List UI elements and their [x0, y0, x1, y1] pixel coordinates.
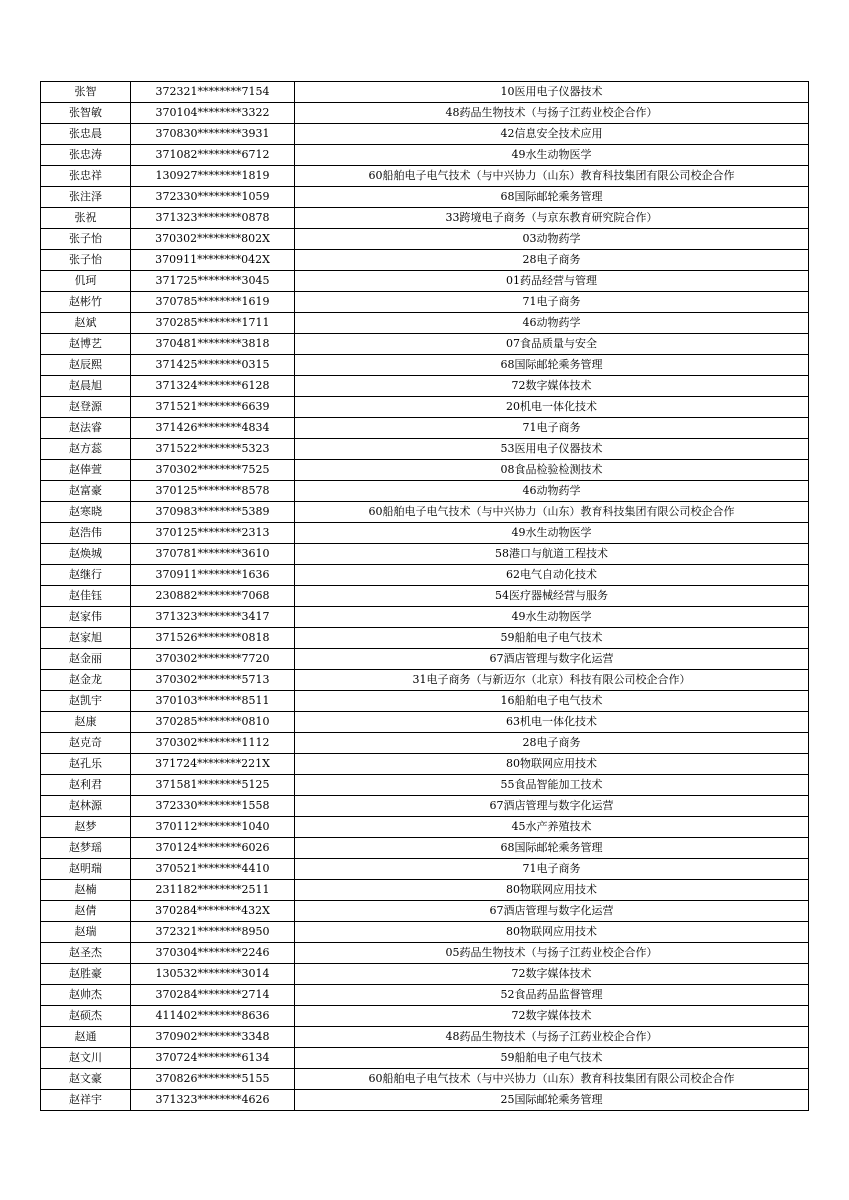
student-name-cell: 张祝 — [41, 208, 131, 229]
table-row — [41, 292, 809, 313]
major-cell: 05药品生物技术（与扬子江药业校企合作） — [295, 943, 809, 964]
table-row — [41, 649, 809, 670]
table-row — [41, 481, 809, 502]
table-row — [41, 229, 809, 250]
id-number-cell: 370830********3931 — [131, 124, 295, 145]
major-cell: 55食品智能加工技术 — [295, 775, 809, 796]
major-cell: 48药品生物技术（与扬子江药业校企合作） — [295, 103, 809, 124]
table-row — [41, 460, 809, 481]
student-name-cell: 张注泽 — [41, 187, 131, 208]
table-row — [41, 880, 809, 901]
student-name-cell: 赵克奇 — [41, 733, 131, 754]
table-row — [41, 1090, 809, 1111]
table-row — [41, 187, 809, 208]
table-row — [41, 313, 809, 334]
id-number-cell: 371725********3045 — [131, 271, 295, 292]
student-name-cell: 张子怡 — [41, 229, 131, 250]
id-number-cell: 370521********4410 — [131, 859, 295, 880]
table-row — [41, 901, 809, 922]
table-row — [41, 964, 809, 985]
student-name-cell: 赵胜豪 — [41, 964, 131, 985]
major-cell: 20机电一体化技术 — [295, 397, 809, 418]
id-number-cell: 371323********4626 — [131, 1090, 295, 1111]
id-number-cell: 130927********1819 — [131, 166, 295, 187]
major-cell: 80物联网应用技术 — [295, 754, 809, 775]
major-cell: 67酒店管理与数字化运营 — [295, 649, 809, 670]
student-name-cell: 张忠祥 — [41, 166, 131, 187]
id-number-cell: 370104********3322 — [131, 103, 295, 124]
table-row — [41, 754, 809, 775]
student-name-cell: 赵晨旭 — [41, 376, 131, 397]
major-cell: 53医用电子仪器技术 — [295, 439, 809, 460]
major-cell: 72数字媒体技术 — [295, 376, 809, 397]
table-row — [41, 859, 809, 880]
id-number-cell: 370785********1619 — [131, 292, 295, 313]
major-cell: 10医用电子仪器技术 — [295, 82, 809, 103]
id-number-cell: 371425********0315 — [131, 355, 295, 376]
major-cell: 08食品检验检测技术 — [295, 460, 809, 481]
student-name-cell: 赵孔乐 — [41, 754, 131, 775]
student-name-cell: 赵彬竹 — [41, 292, 131, 313]
roster-table — [40, 81, 809, 1111]
table-row — [41, 1006, 809, 1027]
major-cell: 59船舶电子电气技术 — [295, 1048, 809, 1069]
student-name-cell: 赵方蕊 — [41, 439, 131, 460]
table-row — [41, 838, 809, 859]
student-name-cell: 赵法睿 — [41, 418, 131, 439]
table-row — [41, 355, 809, 376]
id-number-cell: 370911********1636 — [131, 565, 295, 586]
id-number-cell: 372330********1059 — [131, 187, 295, 208]
table-row — [41, 817, 809, 838]
id-number-cell: 371426********4834 — [131, 418, 295, 439]
student-name-cell: 赵金丽 — [41, 649, 131, 670]
id-number-cell: 370983********5389 — [131, 502, 295, 523]
student-name-cell: 赵辰熙 — [41, 355, 131, 376]
major-cell: 59船舶电子电气技术 — [295, 628, 809, 649]
major-cell: 42信息安全技术应用 — [295, 124, 809, 145]
table-row — [41, 124, 809, 145]
major-cell: 49水生动物医学 — [295, 523, 809, 544]
id-number-cell: 370284********432X — [131, 901, 295, 922]
roster-body — [41, 82, 809, 1111]
student-name-cell: 赵金龙 — [41, 670, 131, 691]
student-name-cell: 赵康 — [41, 712, 131, 733]
id-number-cell: 370302********7720 — [131, 649, 295, 670]
id-number-cell: 370902********3348 — [131, 1027, 295, 1048]
major-cell: 07食品质量与安全 — [295, 334, 809, 355]
student-name-cell: 张忠晨 — [41, 124, 131, 145]
id-number-cell: 411402********8636 — [131, 1006, 295, 1027]
student-name-cell: 赵通 — [41, 1027, 131, 1048]
student-name-cell: 赵家旭 — [41, 628, 131, 649]
id-number-cell: 371581********5125 — [131, 775, 295, 796]
student-name-cell: 张智敏 — [41, 103, 131, 124]
major-cell: 52食品药品监督管理 — [295, 985, 809, 1006]
major-cell: 49水生动物医学 — [295, 607, 809, 628]
table-row — [41, 103, 809, 124]
major-cell: 03动物药学 — [295, 229, 809, 250]
table-row — [41, 922, 809, 943]
student-name-cell: 张忠涛 — [41, 145, 131, 166]
id-number-cell: 370302********802X — [131, 229, 295, 250]
id-number-cell: 370125********2313 — [131, 523, 295, 544]
table-row — [41, 670, 809, 691]
table-row — [41, 712, 809, 733]
major-cell: 60船舶电子电气技术（与中兴协力（山东）教育科技集团有限公司校企合作 — [295, 166, 809, 187]
table-row — [41, 82, 809, 103]
student-name-cell: 赵利君 — [41, 775, 131, 796]
major-cell: 68国际邮轮乘务管理 — [295, 838, 809, 859]
table-row — [41, 523, 809, 544]
student-name-cell: 赵帅杰 — [41, 985, 131, 1006]
student-name-cell: 赵梦瑶 — [41, 838, 131, 859]
table-row — [41, 334, 809, 355]
table-row — [41, 1069, 809, 1090]
table-row — [41, 271, 809, 292]
table-row — [41, 544, 809, 565]
table-row — [41, 439, 809, 460]
major-cell: 80物联网应用技术 — [295, 922, 809, 943]
major-cell: 25国际邮轮乘务管理 — [295, 1090, 809, 1111]
table-row — [41, 943, 809, 964]
student-name-cell: 赵文豪 — [41, 1069, 131, 1090]
table-row — [41, 607, 809, 628]
major-cell: 72数字媒体技术 — [295, 1006, 809, 1027]
student-name-cell: 张子怡 — [41, 250, 131, 271]
table-row — [41, 145, 809, 166]
student-name-cell: 赵博艺 — [41, 334, 131, 355]
id-number-cell: 370481********3818 — [131, 334, 295, 355]
student-name-cell: 赵斌 — [41, 313, 131, 334]
id-number-cell: 370911********042X — [131, 250, 295, 271]
student-name-cell: 赵浩伟 — [41, 523, 131, 544]
major-cell: 28电子商务 — [295, 733, 809, 754]
id-number-cell: 370285********0810 — [131, 712, 295, 733]
id-number-cell: 371724********221X — [131, 754, 295, 775]
id-number-cell: 130532********3014 — [131, 964, 295, 985]
id-number-cell: 371323********0878 — [131, 208, 295, 229]
student-name-cell: 仉珂 — [41, 271, 131, 292]
id-number-cell: 370103********8511 — [131, 691, 295, 712]
student-name-cell: 赵林源 — [41, 796, 131, 817]
id-number-cell: 370284********2714 — [131, 985, 295, 1006]
id-number-cell: 370724********6134 — [131, 1048, 295, 1069]
student-name-cell: 赵硕杰 — [41, 1006, 131, 1027]
id-number-cell: 370125********8578 — [131, 481, 295, 502]
major-cell: 48药品生物技术（与扬子江药业校企合作） — [295, 1027, 809, 1048]
student-name-cell: 赵焕城 — [41, 544, 131, 565]
id-number-cell: 370826********5155 — [131, 1069, 295, 1090]
id-number-cell: 231182********2511 — [131, 880, 295, 901]
student-name-cell: 赵凯宇 — [41, 691, 131, 712]
id-number-cell: 370781********3610 — [131, 544, 295, 565]
student-name-cell: 赵楠 — [41, 880, 131, 901]
major-cell: 72数字媒体技术 — [295, 964, 809, 985]
major-cell: 54医疗器械经营与服务 — [295, 586, 809, 607]
major-cell: 80物联网应用技术 — [295, 880, 809, 901]
id-number-cell: 370285********1711 — [131, 313, 295, 334]
major-cell: 60船舶电子电气技术（与中兴协力（山东）教育科技集团有限公司校企合作 — [295, 1069, 809, 1090]
student-name-cell: 赵倩 — [41, 901, 131, 922]
student-name-cell: 赵登源 — [41, 397, 131, 418]
student-name-cell: 赵俸萱 — [41, 460, 131, 481]
student-name-cell: 赵祥宇 — [41, 1090, 131, 1111]
table-row — [41, 376, 809, 397]
major-cell: 46动物药学 — [295, 313, 809, 334]
id-number-cell: 371324********6128 — [131, 376, 295, 397]
table-row — [41, 985, 809, 1006]
major-cell: 71电子商务 — [295, 292, 809, 313]
student-name-cell: 赵佳钰 — [41, 586, 131, 607]
table-row — [41, 691, 809, 712]
table-row — [41, 1027, 809, 1048]
id-number-cell: 370302********5713 — [131, 670, 295, 691]
major-cell: 31电子商务（与新迈尔（北京）科技有限公司校企合作） — [295, 670, 809, 691]
major-cell: 68国际邮轮乘务管理 — [295, 355, 809, 376]
student-name-cell: 张智 — [41, 82, 131, 103]
major-cell: 63机电一体化技术 — [295, 712, 809, 733]
table-row — [41, 208, 809, 229]
student-name-cell: 赵明瑞 — [41, 859, 131, 880]
table-row — [41, 166, 809, 187]
major-cell: 71电子商务 — [295, 418, 809, 439]
major-cell: 60船舶电子电气技术（与中兴协力（山东）教育科技集团有限公司校企合作 — [295, 502, 809, 523]
major-cell: 58港口与航道工程技术 — [295, 544, 809, 565]
major-cell: 71电子商务 — [295, 859, 809, 880]
major-cell: 28电子商务 — [295, 250, 809, 271]
student-name-cell: 赵瑞 — [41, 922, 131, 943]
major-cell: 45水产养殖技术 — [295, 817, 809, 838]
table-row — [41, 250, 809, 271]
student-name-cell: 赵梦 — [41, 817, 131, 838]
table-row — [41, 397, 809, 418]
table-row — [41, 418, 809, 439]
table-row — [41, 796, 809, 817]
table-row — [41, 733, 809, 754]
student-name-cell: 赵圣杰 — [41, 943, 131, 964]
id-number-cell: 371521********6639 — [131, 397, 295, 418]
id-number-cell: 372321********7154 — [131, 82, 295, 103]
major-cell: 01药品经营与管理 — [295, 271, 809, 292]
id-number-cell: 370124********6026 — [131, 838, 295, 859]
id-number-cell: 371526********0818 — [131, 628, 295, 649]
id-number-cell: 371323********3417 — [131, 607, 295, 628]
major-cell: 46动物药学 — [295, 481, 809, 502]
major-cell: 67酒店管理与数字化运营 — [295, 901, 809, 922]
id-number-cell: 372321********8950 — [131, 922, 295, 943]
table-row — [41, 628, 809, 649]
id-number-cell: 371522********5323 — [131, 439, 295, 460]
major-cell: 62电气自动化技术 — [295, 565, 809, 586]
table-row — [41, 1048, 809, 1069]
student-name-cell: 赵寒晓 — [41, 502, 131, 523]
id-number-cell: 371082********6712 — [131, 145, 295, 166]
student-name-cell: 赵继行 — [41, 565, 131, 586]
student-name-cell: 赵家伟 — [41, 607, 131, 628]
major-cell: 16船舶电子电气技术 — [295, 691, 809, 712]
id-number-cell: 370302********7525 — [131, 460, 295, 481]
major-cell: 49水生动物医学 — [295, 145, 809, 166]
table-row — [41, 502, 809, 523]
id-number-cell: 370302********1112 — [131, 733, 295, 754]
table-row — [41, 775, 809, 796]
id-number-cell: 230882********7068 — [131, 586, 295, 607]
major-cell: 68国际邮轮乘务管理 — [295, 187, 809, 208]
major-cell: 33跨境电子商务（与京东教育研究院合作） — [295, 208, 809, 229]
student-name-cell: 赵富豪 — [41, 481, 131, 502]
id-number-cell: 370304********2246 — [131, 943, 295, 964]
table-row — [41, 586, 809, 607]
major-cell: 67酒店管理与数字化运营 — [295, 796, 809, 817]
table-row — [41, 565, 809, 586]
id-number-cell: 370112********1040 — [131, 817, 295, 838]
id-number-cell: 372330********1558 — [131, 796, 295, 817]
student-name-cell: 赵文川 — [41, 1048, 131, 1069]
